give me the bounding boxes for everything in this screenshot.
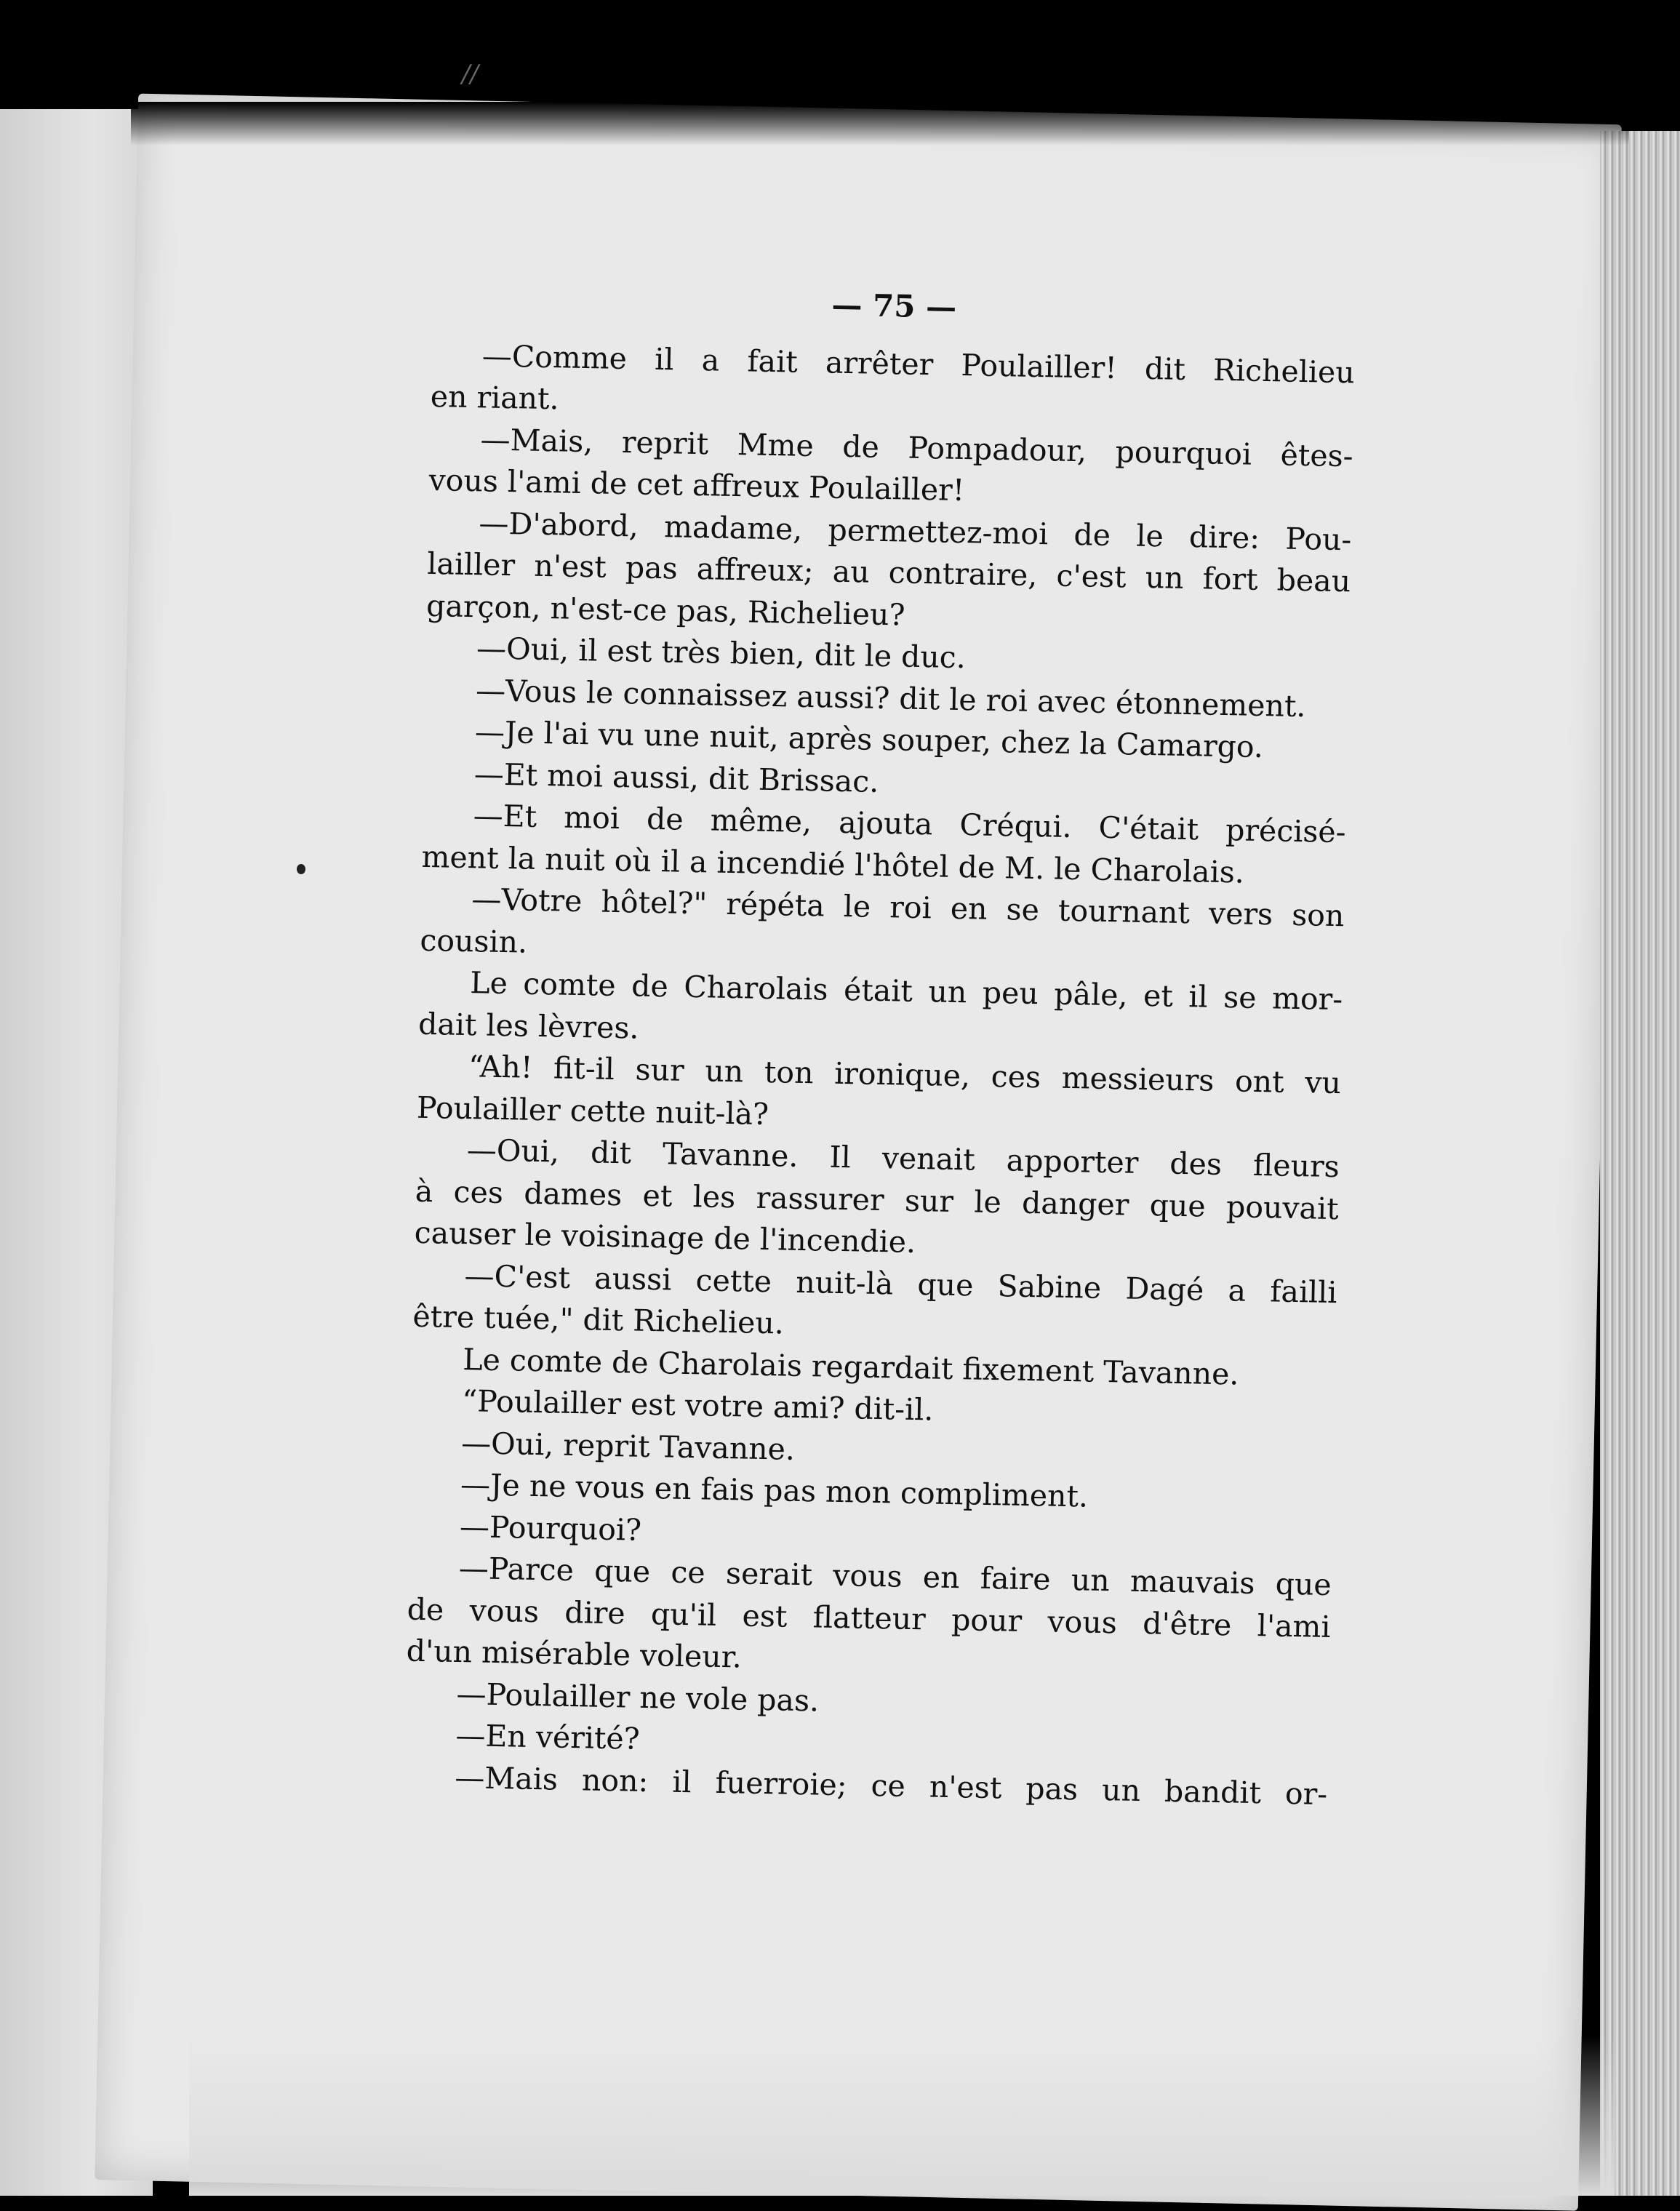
text-line: —C'est aussi cette nuit-là que Sabine Dagé a failli	[464, 1258, 1337, 1310]
text-line: en riant.	[430, 378, 560, 417]
text-line: —Pourquoi?	[459, 1508, 642, 1548]
text-line: —Oui, dit Tavanne. Il venait apporter des fleurs	[466, 1132, 1340, 1185]
text-line: —Oui, reprit Tavanne.	[460, 1425, 796, 1467]
text-line: causer le voisinage de l'incendie.	[414, 1215, 916, 1260]
text-line: —Votre hôtel?" répéta le roi en se tournant vers son	[471, 881, 1345, 934]
text-line: —Et moi de même, ajouta Créqui. C'était précisé-	[473, 798, 1347, 850]
text-line: —Je l'ai vu une nuit, après souper, chez la Camargo.	[474, 714, 1264, 765]
text-line: garçon, n'est-ce pas, Richelieu?	[425, 588, 905, 633]
text-lines	[404, 334, 1355, 1815]
margin-pen-mark: //	[462, 60, 479, 89]
text-line: à ces dames et les rassurer sur le danger que pouvait	[415, 1173, 1340, 1226]
page-number: — 75 —	[831, 287, 957, 325]
text-line: —Comme il a fait arrêter Poulailler! dit Richelieu	[481, 337, 1356, 390]
text-line: —Poulailler ne vole pas.	[456, 1676, 820, 1719]
text-line: —D'abord, madame, permettez-moi de le dire: Pou-	[479, 505, 1352, 557]
text-line: —Et moi aussi, dit Brissac.	[473, 756, 879, 799]
text-line: Poulailler cette nuit-là?	[416, 1089, 769, 1132]
text-line: d'un misérable voleur.	[406, 1633, 743, 1675]
text-line: vous l'ami de cet affreux Poulailler!	[428, 462, 965, 508]
text-line: —Mais, reprit Mme de Pompadour, pourquoi êtes-	[480, 421, 1353, 473]
top-shadow	[131, 102, 1629, 145]
text-line: —En vérité?	[455, 1717, 641, 1756]
text-line: “Poulailler est votre ami? dit-il.	[461, 1383, 934, 1428]
text-line: être tuée," dit Richelieu.	[412, 1298, 785, 1341]
margin-dot	[297, 864, 305, 874]
text-line: Le comte de Charolais regardait fixement Tavanne.	[462, 1341, 1239, 1392]
text-line: Le comte de Charolais était un peu pâle, et il se mor-	[469, 965, 1343, 1017]
text-line: —Vous le connaissez aussi? dit le roi avec étonnement.	[475, 672, 1306, 724]
text-line: “Ah! fit-il sur un ton ironique, ces messieurs ont vu	[468, 1049, 1342, 1101]
bottom-fade	[189, 2036, 1615, 2196]
text-line: de vous dire qu'il est flatteur pour vous d'être l'ami	[407, 1591, 1332, 1644]
text-line: ment la nuit où il a incendié l'hôtel de M. le Charolais.	[421, 839, 1245, 890]
text-line: —Parce que ce serait vous en faire un mauvais que	[458, 1551, 1332, 1603]
page-text	[404, 276, 1356, 1815]
page-stack-edge	[1600, 131, 1680, 2196]
text-line: —Oui, il est très bien, dit le duc.	[476, 631, 967, 676]
text-line: cousin.	[420, 922, 528, 960]
text-line: —Mais non: il fuerroie; ce n'est pas un bandit or-	[454, 1759, 1328, 1812]
text-line: —Je ne vous en fais pas mon compliment.	[460, 1467, 1089, 1514]
text-line: lailler n'est pas affreux; au contraire, c'est un fort beau	[426, 545, 1351, 599]
text-line: dait les lèvres.	[417, 1006, 639, 1046]
